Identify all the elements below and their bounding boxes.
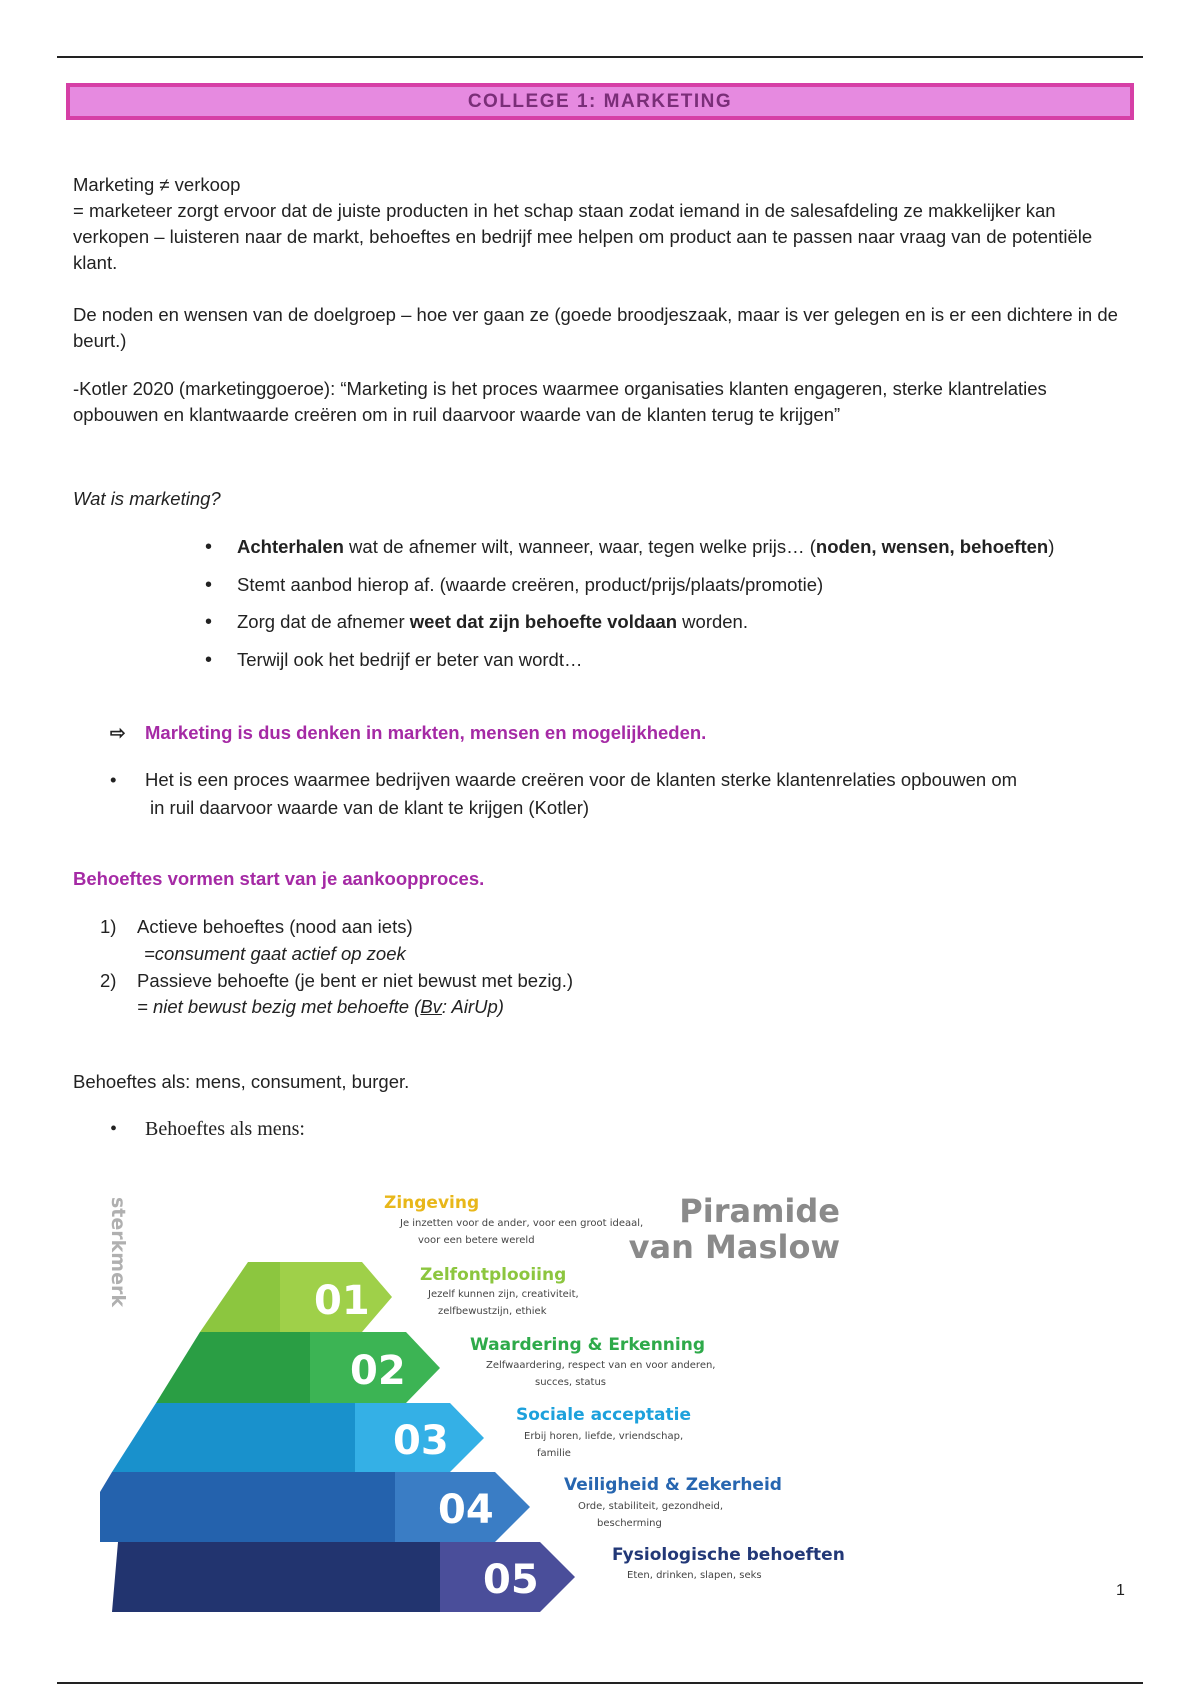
level-desc: voor een betere wereld bbox=[418, 1235, 535, 1246]
text: wat de afnemer wilt, wanneer, waar, tegen welke prijs… ( bbox=[343, 536, 816, 557]
intro-para2: De noden en wensen van de doelgroep – hoe ver gaan ze (goede broodjeszaak, maar is ver gelegen en is er een dichtere in de beurt.) bbox=[73, 304, 1118, 351]
number-label: 1) bbox=[100, 916, 117, 937]
intro-para3: -Kotler 2020 (marketinggoeroe): “Marketing is het proces waarmee organisaties klanten engageren, sterke klantrelaties opbouwen en klantwaarde creëren om in ruil daarvoor waarde van de klanten terug te krijgen” bbox=[73, 378, 1047, 425]
text: in ruil daarvoor waarde van de klant te krijgen (Kotler) bbox=[150, 797, 590, 818]
level-number: 03 bbox=[393, 1418, 449, 1464]
level-number: 05 bbox=[483, 1557, 539, 1603]
text: Terwijl ook het bedrijf er beter van wordt… bbox=[237, 648, 583, 670]
level-desc: Je inzetten voor de ander, voor een groot ideaal, bbox=[400, 1218, 644, 1229]
bullet-icon: • bbox=[110, 1118, 118, 1140]
level-label: Fysiologische behoeften bbox=[612, 1545, 845, 1565]
pyramid-title-line1: Piramide bbox=[679, 1192, 840, 1230]
page-number: 1 bbox=[1116, 1582, 1125, 1599]
human-bullet bbox=[110, 1115, 305, 1143]
arrow-icon: ⇨ bbox=[110, 722, 126, 743]
text: Zorg dat de afnemer bbox=[237, 611, 410, 632]
page-title: COLLEGE 1: MARKETING bbox=[467, 90, 733, 112]
list-item bbox=[205, 534, 1054, 572]
level-desc: zelfbewustzijn, ethiek bbox=[438, 1306, 547, 1317]
number-label: 2) bbox=[100, 970, 117, 991]
level-label-zingeving: Zingeving bbox=[384, 1193, 480, 1213]
conclusion-line bbox=[110, 720, 706, 746]
level-desc: Jezelf kunnen zijn, creativiteit, bbox=[428, 1289, 579, 1300]
pyramid-level-4 bbox=[100, 1472, 395, 1542]
conclusion-text: Marketing is dus denken in markten, mensen en mogelijkheden. bbox=[145, 722, 707, 743]
bottom-rule bbox=[57, 1682, 1143, 1684]
level-number: 04 bbox=[438, 1487, 494, 1533]
pyramid-level-5 bbox=[112, 1542, 440, 1612]
bold-text: weet dat zijn behoefte voldaan bbox=[409, 611, 678, 632]
level-desc: familie bbox=[537, 1448, 571, 1459]
pyramid-level-1 bbox=[200, 1262, 280, 1332]
needs-heading: Behoeftes vormen start van je aankoopproces. bbox=[73, 868, 485, 889]
maslow-pyramid bbox=[100, 1180, 860, 1620]
level-label: Waardering & Erkenning bbox=[470, 1335, 705, 1355]
intro-line1: Marketing ≠ verkoop bbox=[73, 174, 241, 195]
text: worden. bbox=[677, 611, 748, 632]
level-desc: bescherming bbox=[597, 1518, 662, 1529]
list-item bbox=[205, 647, 1054, 685]
bold-text: noden, wensen, behoeften bbox=[815, 536, 1049, 557]
level-label: Veiligheid & Zekerheid bbox=[564, 1475, 782, 1495]
pyramid-level-3 bbox=[112, 1403, 355, 1472]
what-heading: Wat is marketing? bbox=[73, 488, 221, 509]
level-desc: Zelfwaardering, respect van en voor anderen, bbox=[486, 1360, 716, 1371]
top-rule bbox=[57, 56, 1143, 58]
bold-text: Achterhalen bbox=[237, 536, 344, 557]
list-item bbox=[205, 572, 1054, 610]
need-active-sub: =consument gaat actief op zoek bbox=[144, 943, 406, 964]
brand-logo: sterkmerk bbox=[107, 1197, 129, 1307]
bullet-icon: • bbox=[110, 769, 117, 790]
text: Bv bbox=[420, 996, 442, 1017]
level-desc: Eten, drinken, slapen, seks bbox=[627, 1570, 762, 1581]
text: Stemt aanbod hierop af. (waarde creëren, product/prijs/plaats/promotie) bbox=[237, 573, 824, 595]
what-list bbox=[205, 534, 1054, 684]
level-desc: succes, status bbox=[535, 1377, 606, 1388]
intro-line2: = marketeer zorgt ervoor dat de juiste producten in het schap staan zodat iemand in de salesafdeling ze makkelijker kan verkopen – luisteren naar de markt, behoeftes en bedrijf mee helpen om product aan te passen naar vraag van de potentiële klant. bbox=[73, 200, 1093, 273]
level-number: 01 bbox=[314, 1278, 370, 1324]
level-label: Zelfontplooiing bbox=[420, 1265, 567, 1285]
pyramid-level-2 bbox=[156, 1332, 310, 1403]
level-desc: Erbij horen, liefde, vriendschap, bbox=[524, 1431, 684, 1442]
text: ) bbox=[1048, 536, 1055, 557]
text: = niet bewust bezig met behoefte ( bbox=[137, 996, 421, 1017]
level-number: 02 bbox=[350, 1348, 406, 1394]
needs-as: Behoeftes als: mens, consument, burger. bbox=[73, 1071, 410, 1092]
title-banner bbox=[66, 83, 1134, 120]
level-label: Sociale acceptatie bbox=[516, 1405, 691, 1425]
text: Het is een proces waarmee bedrijven waarde creëren voor de klanten sterke klantenrelaties opbouwen om bbox=[145, 769, 1018, 790]
need-active: Actieve behoeftes (nood aan iets) bbox=[137, 916, 413, 937]
text: Behoeftes als mens: bbox=[145, 1118, 305, 1140]
pyramid-title-line2: van Maslow bbox=[628, 1228, 840, 1266]
need-passive: Passieve behoefte (je bent er niet bewust met bezig.) bbox=[137, 970, 574, 991]
kotler-bullet bbox=[110, 766, 1017, 822]
level-desc: Orde, stabiliteit, gezondheid, bbox=[578, 1501, 724, 1512]
need-passive-sub bbox=[137, 994, 504, 1020]
text: : AirUp) bbox=[441, 996, 504, 1017]
list-item bbox=[205, 609, 1054, 647]
